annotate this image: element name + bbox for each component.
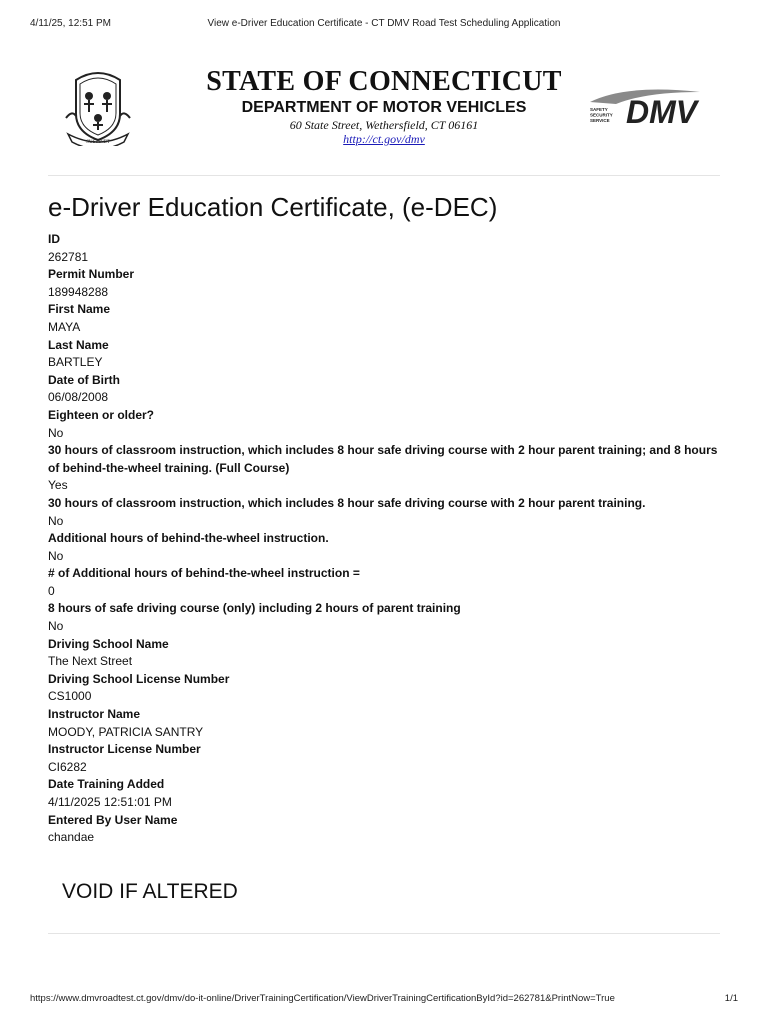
field-permit-number xyxy=(48,266,728,301)
department-address: 60 State Street, Wethersfield, CT 06161 xyxy=(289,118,479,132)
field-value: BARTLEY xyxy=(48,355,103,370)
field-label: ID xyxy=(48,232,60,246)
print-datetime: 4/11/25, 12:51 PM xyxy=(30,18,111,29)
field-label: Permit Number xyxy=(48,267,135,282)
field-classroom-instruction xyxy=(48,495,728,530)
field-label: Instructor Name xyxy=(48,707,141,722)
field-value: MOODY, PATRICIA SANTRY xyxy=(48,724,204,739)
dmv-logo-icon xyxy=(586,86,702,130)
field-value: The Next Street xyxy=(48,654,133,669)
field-instructor-license xyxy=(48,741,728,776)
field-label: Date Training Added xyxy=(48,777,165,792)
field-label: # of Additional hours of behind-the-wheel instruction = xyxy=(48,566,360,581)
field-date-of-birth xyxy=(48,372,728,407)
field-value: Yes xyxy=(48,478,68,493)
field-additional-btw xyxy=(48,530,728,565)
field-value: No xyxy=(48,548,64,563)
field-value: No xyxy=(48,619,64,634)
page-heading: e-Driver Education Certificate, (e-DEC) xyxy=(48,192,498,222)
field-value: CS1000 xyxy=(48,689,92,704)
field-label: Driving School Name xyxy=(48,636,169,651)
seal-banner-text: SUSTINET xyxy=(86,140,110,145)
field-full-course xyxy=(48,442,728,495)
field-driving-school-name xyxy=(48,636,728,671)
field-value: chandae xyxy=(48,830,95,845)
dmv-logo-tagline-1: SAFETY xyxy=(590,107,608,112)
field-first-name xyxy=(48,301,728,336)
dmv-website-link[interactable]: http://ct.gov/dmv xyxy=(343,132,425,146)
certificate-fields xyxy=(48,231,728,847)
dmv-logo-tagline-3: SERVICE xyxy=(590,118,610,123)
state-title: STATE OF CONNECTICUT xyxy=(206,66,562,97)
field-safe-driving-course xyxy=(48,600,728,635)
field-label: 30 hours of classroom instruction, which includes 8 hour safe driving course with 2 hour parent training; and 8 hours of behind-the-wheel training. (Full Course) xyxy=(48,443,718,475)
field-value: No xyxy=(48,513,64,528)
field-date-training-added xyxy=(48,776,728,811)
field-eighteen-or-older xyxy=(48,407,728,442)
field-value: 262781 xyxy=(48,249,89,264)
field-entered-by xyxy=(48,812,728,847)
field-label: Entered By User Name xyxy=(48,812,178,827)
void-notice: VOID IF ALTERED xyxy=(62,880,238,903)
field-value: MAYA xyxy=(48,319,81,334)
field-value: 4/11/2025 12:51:01 PM xyxy=(48,795,172,809)
field-label: Last Name xyxy=(48,337,109,352)
field-value: No xyxy=(48,425,64,440)
field-label: Additional hours of behind-the-wheel instruction. xyxy=(48,531,329,546)
print-page-title: View e-Driver Education Certificate - CT DMV Road Test Scheduling Application xyxy=(207,18,561,29)
field-label: Driving School License Number xyxy=(48,671,230,686)
field-id xyxy=(48,231,728,266)
field-label: First Name xyxy=(48,302,111,317)
field-value: 189948288 xyxy=(48,284,109,299)
print-footer xyxy=(0,993,768,1007)
field-value: CI6282 xyxy=(48,759,87,774)
field-label: Instructor License Number xyxy=(48,742,201,757)
print-header xyxy=(0,18,768,34)
field-value: 0 xyxy=(48,583,55,598)
department-name: DEPARTMENT OF MOTOR VEHICLES xyxy=(241,99,527,116)
field-label: Eighteen or older? xyxy=(48,407,155,422)
letterhead xyxy=(48,62,720,162)
print-page-number: 1/1 xyxy=(724,993,738,1004)
field-label: 30 hours of classroom instruction, which includes 8 hour safe driving course with 2 hour parent training. xyxy=(48,495,646,510)
field-label: 8 hours of safe driving course (only) including 2 hours of parent training xyxy=(48,601,461,616)
field-additional-btw-hours xyxy=(48,565,728,600)
header-divider xyxy=(48,175,720,176)
field-label: Date of Birth xyxy=(48,372,120,387)
dmv-logo-tagline-2: SECURITY xyxy=(590,112,613,118)
field-driving-school-license xyxy=(48,671,728,706)
footer-divider xyxy=(48,933,720,934)
field-value: 06/08/2008 xyxy=(48,390,109,405)
field-last-name xyxy=(48,337,728,372)
dmv-logo-text: DMV xyxy=(626,94,698,130)
print-url: https://www.dmvroadtest.ct.gov/dmv/do-it-online/DriverTrainingCertification/ViewDriverTrainingCertificationById?id=262781&PrintNow=True xyxy=(30,993,615,1004)
field-instructor-name xyxy=(48,706,728,741)
